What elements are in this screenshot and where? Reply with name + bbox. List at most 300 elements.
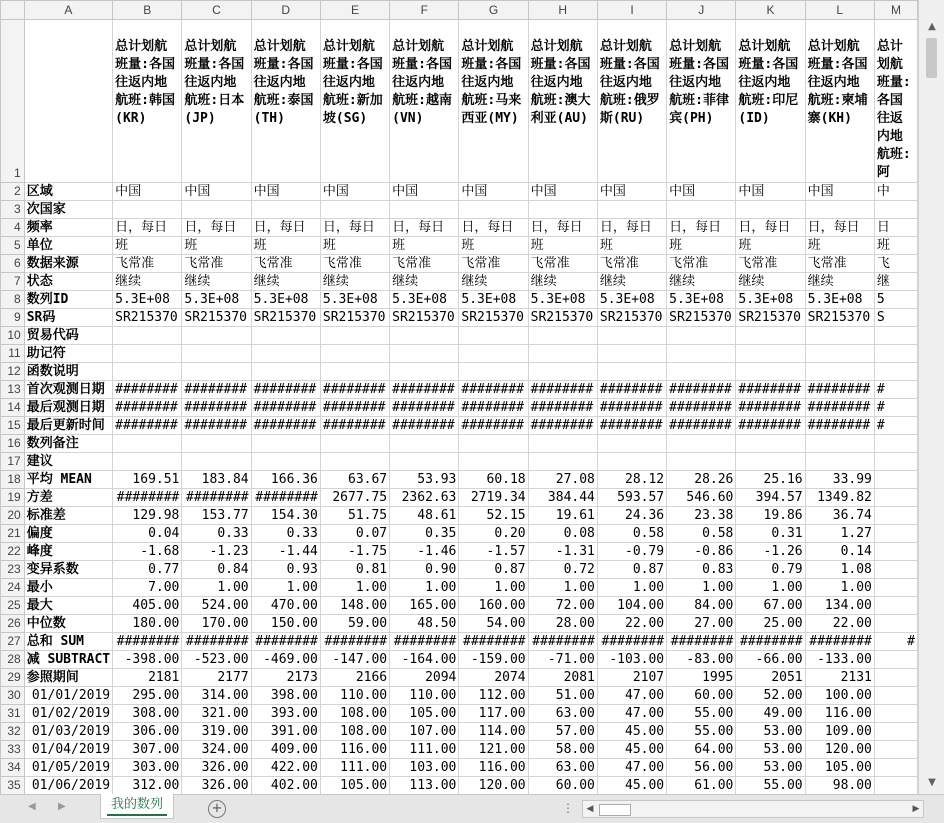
grid-cell[interactable] [736,201,805,219]
column-header-m[interactable]: M [874,1,917,20]
grid-cell[interactable]: 0.20 [459,525,528,543]
grid-cell[interactable]: ######## [251,381,320,399]
grid-cell[interactable] [320,453,389,471]
grid-cell[interactable]: 104.00 [597,597,666,615]
grid-cell[interactable]: 183.84 [182,471,251,489]
grid-cell[interactable]: # [874,417,917,435]
grid-cell[interactable] [667,363,736,381]
grid-cell[interactable]: -1.44 [251,543,320,561]
grid-cell[interactable]: 61.00 [667,777,736,795]
grid-cell[interactable]: 36.74 [805,507,874,525]
grid-cell[interactable]: 524.00 [182,597,251,615]
row-header[interactable]: 22 [1,543,25,561]
grid-cell[interactable]: 25.16 [736,471,805,489]
grid-cell[interactable]: 班 [805,237,874,255]
grid-cell[interactable]: ######## [390,633,459,651]
grid-cell[interactable]: 326.00 [182,777,251,795]
grid-cell[interactable]: ######## [805,399,874,417]
grid-cell[interactable]: 0.87 [597,561,666,579]
grid-cell[interactable]: 51.75 [320,507,389,525]
grid-cell[interactable]: SR215370 [113,309,182,327]
scroll-left-icon[interactable]: ◀ [586,804,594,814]
grid-cell[interactable]: SR215370 [805,309,874,327]
grid-cell[interactable] [390,201,459,219]
grid-cell[interactable]: 2362.63 [390,489,459,507]
grid-cell[interactable]: 84.00 [667,597,736,615]
row-header[interactable]: 23 [1,561,25,579]
grid-cell[interactable]: 1.00 [459,579,528,597]
grid-cell[interactable]: ######## [597,417,666,435]
grid-cell[interactable]: 继续 [182,273,251,291]
grid-cell[interactable]: 1.08 [805,561,874,579]
row-label-cell[interactable]: 中位数 [24,615,112,633]
grid-cell[interactable] [874,741,917,759]
grid-cell[interactable] [459,453,528,471]
grid-cell[interactable]: 112.00 [459,687,528,705]
grid-cell[interactable]: 1.00 [805,579,874,597]
grid-cell[interactable]: SR215370 [736,309,805,327]
row-label-cell[interactable]: 数列备注 [24,435,112,453]
grid-cell[interactable]: ######## [251,633,320,651]
grid-cell[interactable]: 班 [874,237,917,255]
grid-cell[interactable]: 5.3E+08 [390,291,459,309]
grid-cell[interactable]: ######## [528,381,597,399]
grid-cell[interactable] [528,453,597,471]
grid-cell[interactable]: 53.93 [390,471,459,489]
grid-cell[interactable]: ######## [251,489,320,507]
row-label-cell[interactable] [24,20,112,183]
grid-cell[interactable]: 110.00 [390,687,459,705]
grid-cell[interactable]: 5.3E+08 [320,291,389,309]
grid-cell[interactable]: 166.36 [251,471,320,489]
grid-cell[interactable]: 日 [874,219,917,237]
grid-cell[interactable]: 日，每日 [805,219,874,237]
grid-cell[interactable]: 5.3E+08 [667,291,736,309]
grid-cell[interactable] [113,201,182,219]
grid-cell[interactable]: 2177 [182,669,251,687]
grid-cell[interactable]: 19.86 [736,507,805,525]
grid-cell[interactable]: ######## [736,417,805,435]
grid-cell[interactable]: 总计划航班量:各国往返内地航班:俄罗斯(RU) [597,20,666,183]
grid-cell[interactable]: 5.3E+08 [528,291,597,309]
grid-cell[interactable]: 393.00 [251,705,320,723]
grid-cell[interactable]: 169.51 [113,471,182,489]
grid-cell[interactable]: ######## [251,417,320,435]
grid-cell[interactable] [874,471,917,489]
grid-cell[interactable]: ######## [667,417,736,435]
grid-cell[interactable]: SR215370 [251,309,320,327]
grid-cell[interactable]: 45.00 [597,741,666,759]
column-header-l[interactable]: L [805,1,874,20]
grid-cell[interactable] [805,363,874,381]
grid-cell[interactable] [182,453,251,471]
grid-cell[interactable] [874,597,917,615]
grid-cell[interactable]: 飞常准 [459,255,528,273]
grid-cell[interactable]: 班 [459,237,528,255]
grid-cell[interactable]: 394.57 [736,489,805,507]
grid-cell[interactable] [874,615,917,633]
grid-cell[interactable]: 2074 [459,669,528,687]
grid-cell[interactable]: 飞常准 [390,255,459,273]
grid-cell[interactable] [182,327,251,345]
grid-cell[interactable]: -1.68 [113,543,182,561]
grid-cell[interactable] [390,327,459,345]
row-header[interactable]: 21 [1,525,25,543]
grid-cell[interactable]: 148.00 [320,597,389,615]
grid-cell[interactable]: 日，每日 [667,219,736,237]
grid-cell[interactable]: 飞常准 [667,255,736,273]
grid-cell[interactable]: 51.00 [528,687,597,705]
grid-cell[interactable]: 129.98 [113,507,182,525]
grid-cell[interactable]: ######## [182,399,251,417]
grid-cell[interactable]: ######## [805,417,874,435]
grid-cell[interactable]: 22.00 [805,615,874,633]
row-header[interactable]: 20 [1,507,25,525]
grid-cell[interactable]: 113.00 [390,777,459,795]
grid-cell[interactable] [320,201,389,219]
grid-cell[interactable] [113,453,182,471]
grid-cell[interactable]: 52.15 [459,507,528,525]
grid-cell[interactable]: ######## [597,633,666,651]
grid-cell[interactable]: 314.00 [182,687,251,705]
row-label-cell[interactable]: 偏度 [24,525,112,543]
grid-cell[interactable]: 107.00 [390,723,459,741]
grid-cell[interactable]: ######## [459,381,528,399]
grid-cell[interactable]: 295.00 [113,687,182,705]
grid-cell[interactable]: 45.00 [597,777,666,795]
grid-cell[interactable]: ######## [736,381,805,399]
grid-cell[interactable]: 继续 [320,273,389,291]
grid-cell[interactable] [667,201,736,219]
grid-cell[interactable]: SR215370 [320,309,389,327]
grid-cell[interactable]: 60.18 [459,471,528,489]
row-header[interactable]: 6 [1,255,25,273]
column-header-i[interactable]: I [597,1,666,20]
grid-cell[interactable]: ######## [805,381,874,399]
grid-cell[interactable]: 总计划航班量:各国往返内地航班:新加坡(SG) [320,20,389,183]
grid-cell[interactable]: 134.00 [805,597,874,615]
grid-cell[interactable]: -0.79 [597,543,666,561]
grid-cell[interactable]: 170.00 [182,615,251,633]
grid-cell[interactable]: 1.00 [667,579,736,597]
grid-cell[interactable]: 总计划航班量:各国往返内地航班:韩国(KR) [113,20,182,183]
grid-cell[interactable] [182,363,251,381]
grid-cell[interactable]: 0.58 [667,525,736,543]
grid-cell[interactable]: 116.00 [459,759,528,777]
row-header[interactable]: 11 [1,345,25,363]
grid-cell[interactable]: 470.00 [251,597,320,615]
column-header-g[interactable]: G [459,1,528,20]
grid-cell[interactable] [874,435,917,453]
grid-cell[interactable] [390,435,459,453]
row-label-cell[interactable]: 标准差 [24,507,112,525]
grid-cell[interactable]: 54.00 [459,615,528,633]
grid-cell[interactable]: ######## [805,633,874,651]
grid-cell[interactable]: 日，每日 [320,219,389,237]
grid-cell[interactable]: 飞常准 [113,255,182,273]
grid-cell[interactable]: 114.00 [459,723,528,741]
grid-cell[interactable]: 5.3E+08 [597,291,666,309]
add-sheet-icon[interactable]: + [208,800,226,818]
grid-cell[interactable]: 312.00 [113,777,182,795]
grid-cell[interactable]: 5.3E+08 [113,291,182,309]
grid-cell[interactable]: 55.00 [667,705,736,723]
grid-cell[interactable] [874,579,917,597]
grid-cell[interactable]: 飞常准 [597,255,666,273]
row-header[interactable]: 10 [1,327,25,345]
grid-cell[interactable]: 飞 [874,255,917,273]
grid-cell[interactable]: ######## [528,399,597,417]
grid-cell[interactable]: 总计划航班量:各国往返内地航班:阿 [874,20,917,183]
grid-cell[interactable]: 1349.82 [805,489,874,507]
grid-cell[interactable] [736,453,805,471]
grid-cell[interactable]: 64.00 [667,741,736,759]
grid-cell[interactable]: 1.00 [597,579,666,597]
grid-cell[interactable] [874,723,917,741]
grid-cell[interactable] [182,435,251,453]
grid-cell[interactable]: 2081 [528,669,597,687]
grid-cell[interactable]: 日，每日 [113,219,182,237]
grid-cell[interactable]: 5.3E+08 [736,291,805,309]
grid-cell[interactable] [459,363,528,381]
grid-cell[interactable]: 2181 [113,669,182,687]
grid-cell[interactable]: 0.83 [667,561,736,579]
grid-cell[interactable]: 120.00 [805,741,874,759]
grid-cell[interactable]: -1.57 [459,543,528,561]
grid-cell[interactable]: 59.00 [320,615,389,633]
column-header-k[interactable]: K [736,1,805,20]
grid-cell[interactable]: 0.14 [805,543,874,561]
column-header-h[interactable]: H [528,1,597,20]
grid-cell[interactable]: -1.75 [320,543,389,561]
row-label-cell[interactable]: 01/01/2019 [24,687,112,705]
row-label-cell[interactable]: 数列ID [24,291,112,309]
grid-cell[interactable] [251,363,320,381]
grid-cell[interactable]: 班 [251,237,320,255]
grid-cell[interactable] [874,489,917,507]
grid-cell[interactable]: ######## [528,633,597,651]
select-all-corner[interactable] [1,1,25,20]
grid-cell[interactable]: 班 [182,237,251,255]
grid-cell[interactable]: 98.00 [805,777,874,795]
grid-cell[interactable]: ######## [182,489,251,507]
grid-cell[interactable] [874,777,917,795]
grid-cell[interactable]: 593.57 [597,489,666,507]
row-label-cell[interactable]: 01/04/2019 [24,741,112,759]
grid-cell[interactable]: 319.00 [182,723,251,741]
row-label-cell[interactable]: 助记符 [24,345,112,363]
grid-cell[interactable]: 日，每日 [528,219,597,237]
grid-cell[interactable] [528,345,597,363]
grid-cell[interactable]: 飞常准 [805,255,874,273]
grid-cell[interactable]: 继续 [390,273,459,291]
grid-cell[interactable]: 飞常准 [736,255,805,273]
grid-cell[interactable]: 继续 [597,273,666,291]
grid-cell[interactable]: ######## [320,381,389,399]
grid-cell[interactable]: # [874,399,917,417]
grid-cell[interactable]: 班 [736,237,805,255]
grid-cell[interactable] [251,453,320,471]
grid-cell[interactable] [390,453,459,471]
grid-cell[interactable] [459,327,528,345]
grid-cell[interactable]: 57.00 [528,723,597,741]
row-label-cell[interactable]: 01/02/2019 [24,705,112,723]
grid-cell[interactable] [736,363,805,381]
grid-cell[interactable]: -164.00 [390,651,459,669]
grid-cell[interactable] [874,561,917,579]
grid-cell[interactable]: 5.3E+08 [251,291,320,309]
row-header[interactable]: 16 [1,435,25,453]
horizontal-scrollbar[interactable] [582,800,924,818]
row-header[interactable]: 2 [1,183,25,201]
row-header[interactable]: 8 [1,291,25,309]
grid-cell[interactable] [390,363,459,381]
sheet-tab-active[interactable] [100,794,174,819]
grid-cell[interactable]: 72.00 [528,597,597,615]
grid-cell[interactable] [459,435,528,453]
row-header[interactable]: 34 [1,759,25,777]
row-label-cell[interactable]: 单位 [24,237,112,255]
grid-cell[interactable]: 总计划航班量:各国往返内地航班:澳大利亚(AU) [528,20,597,183]
grid-cell[interactable]: 105.00 [320,777,389,795]
grid-cell[interactable]: -1.31 [528,543,597,561]
grid-cell[interactable] [736,345,805,363]
grid-cell[interactable]: 105.00 [805,759,874,777]
row-label-cell[interactable]: 01/06/2019 [24,777,112,795]
grid-cell[interactable]: # [874,633,917,651]
grid-cell[interactable]: ######## [667,381,736,399]
prev-sheet-icon[interactable]: ◀ [28,801,36,812]
row-header[interactable]: 29 [1,669,25,687]
grid-cell[interactable] [113,327,182,345]
vertical-scroll-thumb[interactable] [926,38,937,78]
grid-cell[interactable]: 56.00 [667,759,736,777]
grid-cell[interactable]: 飞常准 [251,255,320,273]
grid-cell[interactable]: 108.00 [320,705,389,723]
grid-cell[interactable]: ######## [320,399,389,417]
grid-cell[interactable]: ######## [182,381,251,399]
row-header[interactable]: 5 [1,237,25,255]
grid-cell[interactable] [874,507,917,525]
grid-cell[interactable]: S [874,309,917,327]
grid-cell[interactable]: 班 [320,237,389,255]
grid-cell[interactable]: 0.87 [459,561,528,579]
grid-cell[interactable]: ######## [113,489,182,507]
grid-cell[interactable]: 继续 [667,273,736,291]
row-label-cell[interactable]: 频率 [24,219,112,237]
row-label-cell[interactable]: 次国家 [24,201,112,219]
grid-cell[interactable]: 日，每日 [736,219,805,237]
row-label-cell[interactable]: 状态 [24,273,112,291]
row-label-cell[interactable]: 贸易代码 [24,327,112,345]
grid-cell[interactable]: 中国 [528,183,597,201]
grid-cell[interactable]: 总计划航班量:各国往返内地航班:印尼(ID) [736,20,805,183]
grid-cell[interactable]: ######## [459,417,528,435]
grid-cell[interactable]: 日，每日 [182,219,251,237]
grid-cell[interactable]: 0.77 [113,561,182,579]
grid-cell[interactable]: 0.90 [390,561,459,579]
grid-cell[interactable]: 306.00 [113,723,182,741]
grid-cell[interactable]: 班 [113,237,182,255]
grid-cell[interactable]: 7.00 [113,579,182,597]
grid-cell[interactable]: SR215370 [182,309,251,327]
grid-cell[interactable]: ######## [736,399,805,417]
grid-cell[interactable]: 53.00 [736,741,805,759]
column-header-j[interactable]: J [667,1,736,20]
grid-cell[interactable]: 0.79 [736,561,805,579]
grid-cell[interactable] [597,345,666,363]
grid-cell[interactable]: 48.50 [390,615,459,633]
grid-cell[interactable]: ######## [667,633,736,651]
grid-cell[interactable]: 总计划航班量:各国往返内地航班:柬埔寨(KH) [805,20,874,183]
column-header-c[interactable]: C [182,1,251,20]
row-label-cell[interactable]: 方差 [24,489,112,507]
grid-cell[interactable]: 0.81 [320,561,389,579]
grid-cell[interactable]: 继续 [528,273,597,291]
grid-cell[interactable]: ######## [528,417,597,435]
grid-cell[interactable]: 111.00 [320,759,389,777]
grid-cell[interactable]: 2094 [390,669,459,687]
row-label-cell[interactable]: 数据来源 [24,255,112,273]
grid-cell[interactable] [320,435,389,453]
grid-cell[interactable] [667,327,736,345]
grid-cell[interactable]: 120.00 [459,777,528,795]
grid-cell[interactable]: -1.46 [390,543,459,561]
grid-cell[interactable]: 23.38 [667,507,736,525]
grid-cell[interactable]: 总计划航班量:各国往返内地航班:菲律宾(PH) [667,20,736,183]
grid-cell[interactable]: 308.00 [113,705,182,723]
grid-cell[interactable]: 班 [390,237,459,255]
grid-cell[interactable]: ######## [390,381,459,399]
grid-cell[interactable]: -66.00 [736,651,805,669]
grid-cell[interactable]: 0.58 [597,525,666,543]
grid-cell[interactable]: ######## [251,399,320,417]
row-header[interactable]: 14 [1,399,25,417]
row-header[interactable]: 27 [1,633,25,651]
grid-cell[interactable]: 继续 [736,273,805,291]
row-header[interactable]: 12 [1,363,25,381]
row-label-cell[interactable]: 总和 SUM [24,633,112,651]
grid-cell[interactable]: 58.00 [528,741,597,759]
row-label-cell[interactable]: 减 SUBTRACT [24,651,112,669]
grid-cell[interactable]: 402.00 [251,777,320,795]
grid-cell[interactable]: 60.00 [528,777,597,795]
grid-cell[interactable]: 22.00 [597,615,666,633]
row-header[interactable]: 25 [1,597,25,615]
grid-cell[interactable]: 110.00 [320,687,389,705]
horizontal-scroll-thumb[interactable] [599,804,631,816]
grid-cell[interactable] [597,435,666,453]
row-label-cell[interactable]: 函数说明 [24,363,112,381]
grid-cell[interactable]: 中国 [736,183,805,201]
grid-cell[interactable] [805,201,874,219]
grid-cell[interactable]: 405.00 [113,597,182,615]
row-label-cell[interactable]: 峰度 [24,543,112,561]
row-header[interactable]: 7 [1,273,25,291]
grid-cell[interactable]: 中国 [113,183,182,201]
grid-cell[interactable]: ######## [113,381,182,399]
grid-cell[interactable] [251,345,320,363]
grid-cell[interactable]: 继续 [459,273,528,291]
grid-cell[interactable]: 5 [874,291,917,309]
grid-cell[interactable]: 180.00 [113,615,182,633]
grid-cell[interactable] [320,363,389,381]
grid-cell[interactable] [805,453,874,471]
grid-cell[interactable]: 47.00 [597,687,666,705]
grid-cell[interactable]: 总计划航班量:各国往返内地航班:越南(VN) [390,20,459,183]
grid-cell[interactable]: 116.00 [320,741,389,759]
grid-cell[interactable] [320,345,389,363]
